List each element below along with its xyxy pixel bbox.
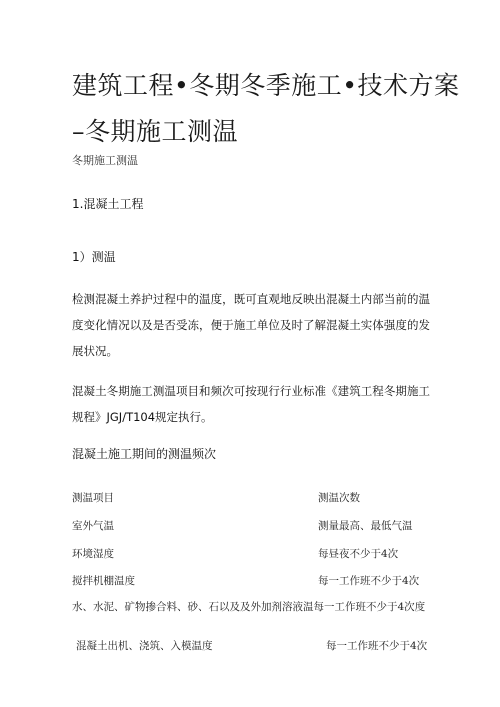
table-row — [72, 546, 430, 564]
table-cell-item: 室外气温 — [72, 520, 114, 532]
paragraph-standard-reference: 混凝土冬期施工测温项目和频次可按现行行业标准《建筑工程冬期施工规程》JGJ/T104规定执行。 — [72, 384, 430, 424]
table-row — [72, 638, 430, 656]
table-cell-frequency: 每一工作班不少于4次 — [318, 575, 420, 587]
document-subtitle: 冬期施工测温 — [72, 154, 138, 167]
table-cell-item: 混凝土出机、浇筑、入模温度 — [76, 640, 213, 652]
document-title-line-2: –冬期施工测温 — [72, 117, 239, 146]
section-heading: 1.混凝土工程 — [72, 197, 144, 211]
subsection-heading: 1）测温 — [72, 250, 116, 264]
paragraph-temperature-purpose: 检测混凝土养护过程中的温度，既可直观地反映出混凝土内部当前的温度变化情况以及是否受冻，便于施工单位及时了解混凝土实体强度的发展状况。 — [72, 292, 430, 358]
table-cell-frequency: 每昼夜不少于4次 — [318, 548, 399, 560]
table-title: 混凝土施工期间的测温频次 — [72, 447, 217, 461]
table-cell-frequency: 每一工作班不少于4次 — [326, 640, 428, 652]
document-title-line-1: 建筑工程•冬期冬季施工•技术方案 — [72, 71, 460, 100]
table-cell-frequency: 测量最高、最低气温 — [318, 520, 413, 532]
table-row — [72, 518, 430, 536]
table-cell-item: 环境湿度 — [72, 548, 114, 560]
table-header-frequency: 测温次数 — [318, 492, 360, 504]
table-header-item: 测温项目 — [72, 492, 114, 504]
table-header-row — [72, 490, 430, 508]
table-cell-item: 搅拌机棚温度 — [72, 575, 135, 587]
table-row-combined: 水、水泥、矿物掺合料、砂、石以及及外加剂溶液温每一工作班不少于4次度 — [72, 601, 426, 613]
table-row — [72, 573, 430, 591]
